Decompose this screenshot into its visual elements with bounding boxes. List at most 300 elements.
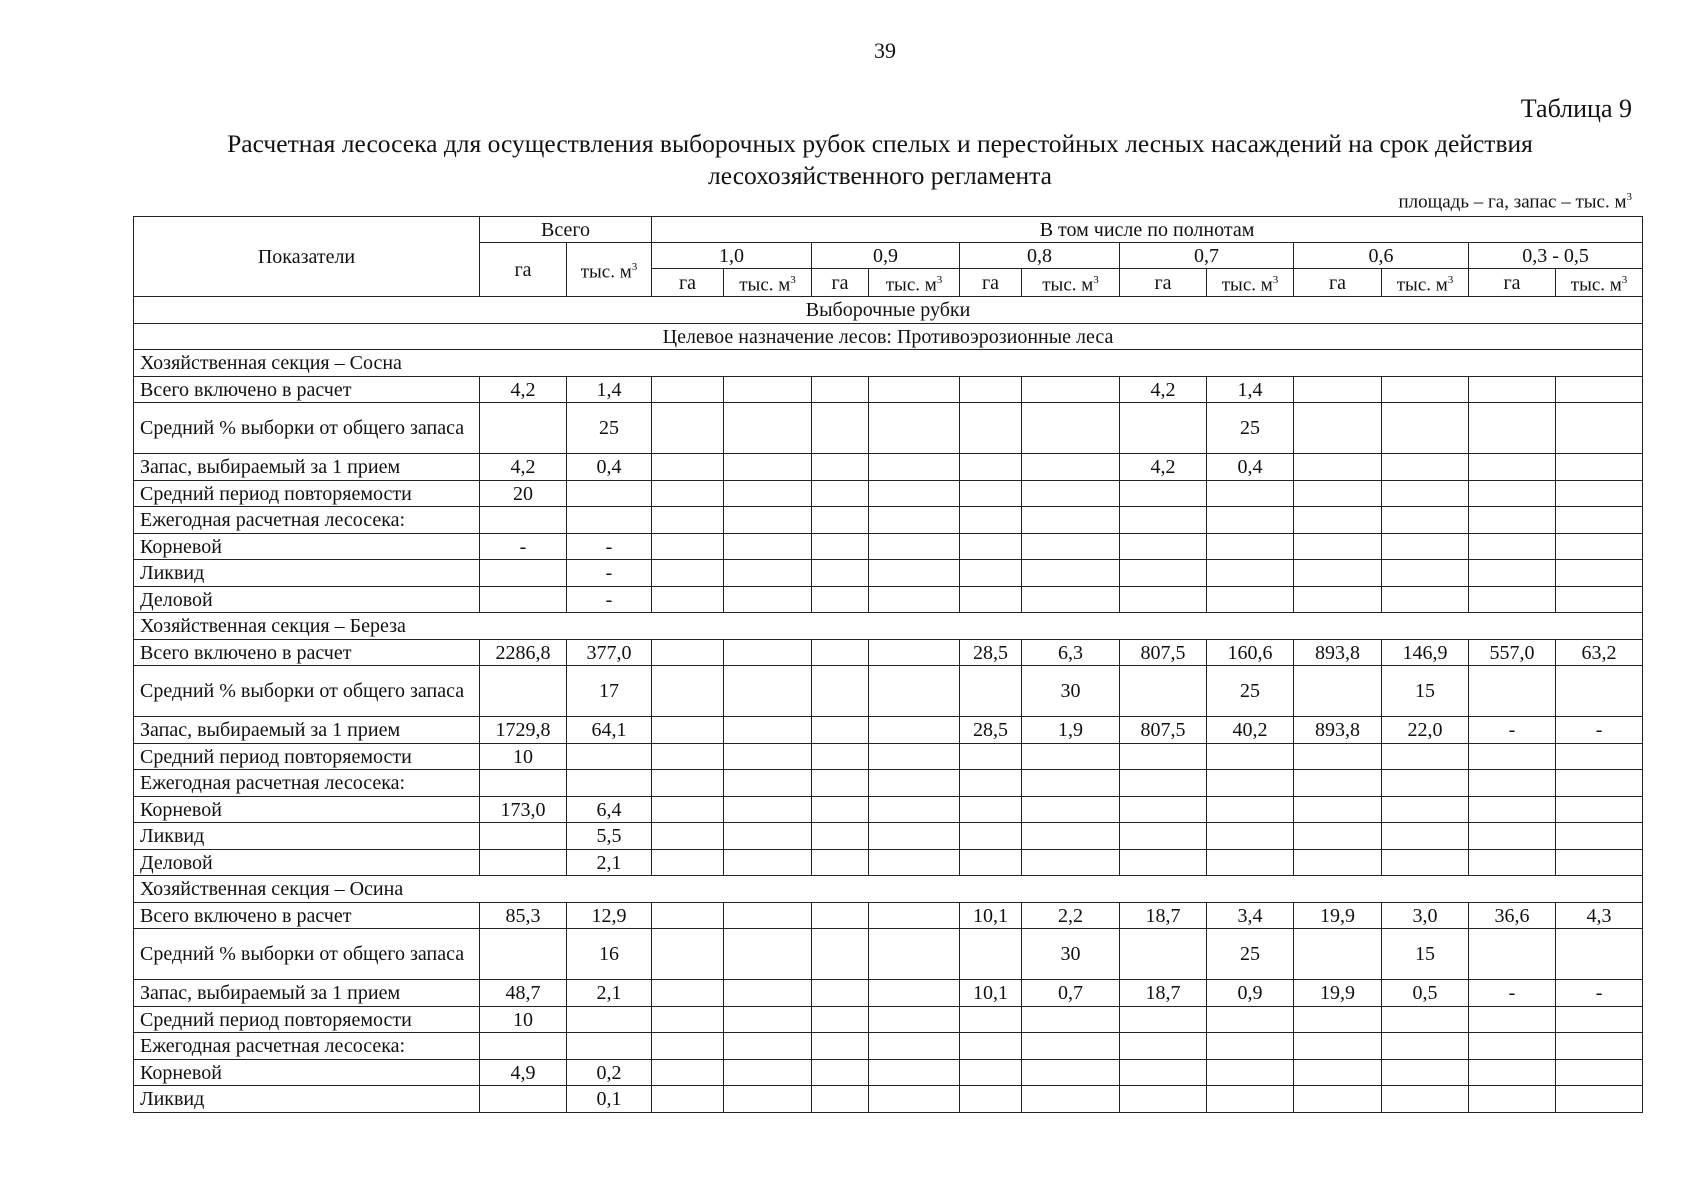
table-cell <box>869 586 960 613</box>
cutting-type-title: Выборочные рубки <box>134 297 1643 324</box>
table-cell <box>1556 560 1643 587</box>
table-cell: 893,8 <box>1294 717 1382 744</box>
table-cell: 893,8 <box>1294 639 1382 666</box>
stock-per-take-row <box>134 717 1643 744</box>
table-cell <box>1294 560 1382 587</box>
table-cell <box>1120 1033 1207 1060</box>
row-label: Средний % выборки от общего запаса <box>134 666 480 717</box>
avg-percent-row <box>134 666 1643 717</box>
table-cell <box>1469 796 1556 823</box>
table-cell: 2,1 <box>567 849 652 876</box>
table-cell <box>1022 1059 1120 1086</box>
table-cell <box>480 929 567 980</box>
table-cell <box>812 507 869 534</box>
table-cell <box>1469 849 1556 876</box>
table-cell: 85,3 <box>480 902 567 929</box>
table-cell <box>812 717 869 744</box>
table-cell: 160,6 <box>1207 639 1294 666</box>
table-cell <box>1294 1033 1382 1060</box>
table-cell <box>724 403 812 454</box>
table-cell <box>1469 1033 1556 1060</box>
table-cell <box>567 507 652 534</box>
header-unit-ha: га <box>812 269 869 297</box>
table-cell <box>1207 480 1294 507</box>
table-header <box>134 217 1643 297</box>
table-cell <box>812 533 869 560</box>
row-label: Ежегодная расчетная лесосека: <box>134 1033 480 1060</box>
table-cell <box>724 980 812 1007</box>
table-cell <box>1294 929 1382 980</box>
table-cell <box>1022 454 1120 481</box>
section-title: Хозяйственная секция – Береза <box>134 613 1643 640</box>
table-cell: 1,4 <box>567 376 652 403</box>
table-cell: 4,2 <box>1120 376 1207 403</box>
table-cell <box>652 849 724 876</box>
table-cell <box>812 929 869 980</box>
table-cell: 30 <box>1022 666 1120 717</box>
header-unit-m3: тыс. $м^3$ <box>1022 269 1120 297</box>
table-cell <box>724 586 812 613</box>
table-cell <box>1469 1006 1556 1033</box>
row-label: Запас, выбираемый за 1 прием <box>134 980 480 1007</box>
business-volume-row <box>134 849 1643 876</box>
header-unit-m3: тыс. $м^3$ <box>724 269 812 297</box>
document-title <box>130 128 1630 192</box>
title-line-2: лесохозяйственного регламента <box>708 161 1052 190</box>
table-cell: 4,3 <box>1556 902 1643 929</box>
table-cell <box>1556 929 1643 980</box>
table-cell <box>724 743 812 770</box>
table-cell <box>1120 929 1207 980</box>
table-cell <box>869 1086 960 1113</box>
table-cell <box>652 770 724 797</box>
table-cell <box>1022 560 1120 587</box>
table-cell <box>960 480 1022 507</box>
table-cell <box>1120 533 1207 560</box>
table-cell <box>960 770 1022 797</box>
table-cell: 30 <box>1022 929 1120 980</box>
table-cell: 12,9 <box>567 902 652 929</box>
table-cell <box>1022 823 1120 850</box>
root-volume-row <box>134 1059 1643 1086</box>
table-cell <box>1469 743 1556 770</box>
table-cell: 3,0 <box>1382 902 1469 929</box>
table-cell <box>1120 560 1207 587</box>
table-cell <box>1294 823 1382 850</box>
table-cell <box>1382 770 1469 797</box>
table-cell <box>652 639 724 666</box>
table-cell <box>1207 1033 1294 1060</box>
stock-per-take-row <box>134 454 1643 481</box>
total-included-row <box>134 902 1643 929</box>
table-cell <box>1022 586 1120 613</box>
table-cell: 1,9 <box>1022 717 1120 744</box>
table-cell <box>724 1059 812 1086</box>
table-cell: - <box>1556 717 1643 744</box>
header-density-6: 0,3 - 0,5 <box>1469 243 1643 269</box>
annual-allowable-cut-row <box>134 507 1643 534</box>
table-cell <box>812 902 869 929</box>
table-cell <box>1469 823 1556 850</box>
table-cell <box>869 823 960 850</box>
table-cell <box>812 823 869 850</box>
table-cell <box>812 639 869 666</box>
table-cell: 0,5 <box>1382 980 1469 1007</box>
table-cell: 25 <box>1207 403 1294 454</box>
row-label: Ликвид <box>134 823 480 850</box>
row-label: Ежегодная расчетная лесосека: <box>134 770 480 797</box>
row-label: Запас, выбираемый за 1 прием <box>134 717 480 744</box>
table-cell <box>652 717 724 744</box>
table-cell <box>1469 376 1556 403</box>
table-cell <box>1294 1006 1382 1033</box>
table-cell <box>1469 480 1556 507</box>
table-cell: 48,7 <box>480 980 567 1007</box>
table-cell: - <box>567 586 652 613</box>
table-cell <box>960 1086 1022 1113</box>
table-cell <box>724 929 812 980</box>
table-label: Таблица 9 <box>1520 94 1632 123</box>
table-cell <box>1469 1059 1556 1086</box>
table-cell: 3,4 <box>1207 902 1294 929</box>
table-cell: 10 <box>480 1006 567 1033</box>
table-cell <box>869 1033 960 1060</box>
table-cell <box>1556 1059 1643 1086</box>
table-cell <box>869 1006 960 1033</box>
table-cell <box>567 1033 652 1060</box>
units-note-text: площадь – га, запас – тыс. м <box>1398 191 1627 213</box>
table-cell <box>1207 1059 1294 1086</box>
table-cell <box>1120 823 1207 850</box>
table-cell <box>869 849 960 876</box>
table-cell <box>960 823 1022 850</box>
table-cell <box>480 560 567 587</box>
row-label: Ликвид <box>134 560 480 587</box>
table-cell <box>724 639 812 666</box>
table-cell <box>1469 560 1556 587</box>
header-density-3: 0,8 <box>960 243 1120 269</box>
table-cell <box>869 560 960 587</box>
table-cell <box>812 849 869 876</box>
table-cell <box>724 666 812 717</box>
table-cell: 63,2 <box>1556 639 1643 666</box>
table-cell: 2286,8 <box>480 639 567 666</box>
table-cell <box>1382 586 1469 613</box>
table-cell <box>1382 403 1469 454</box>
table-cell: 25 <box>1207 929 1294 980</box>
row-label: Средний % выборки от общего запаса <box>134 929 480 980</box>
table-cell: 18,7 <box>1120 980 1207 1007</box>
table-cell <box>1294 480 1382 507</box>
table-cell: 10 <box>480 743 567 770</box>
table-cell <box>1382 507 1469 534</box>
header-unit-ha: га <box>1469 269 1556 297</box>
header-unit-m3: тыс. $м^3$ <box>1382 269 1469 297</box>
table-cell <box>960 666 1022 717</box>
header-indicators: Показатели <box>134 217 480 297</box>
table-cell <box>1556 454 1643 481</box>
table-cell <box>1022 480 1120 507</box>
table-cell: 146,9 <box>1382 639 1469 666</box>
table-cell <box>960 1006 1022 1033</box>
row-label: Всего включено в расчет <box>134 902 480 929</box>
table-cell <box>652 1033 724 1060</box>
table-cell: 0,2 <box>567 1059 652 1086</box>
table-cell <box>724 902 812 929</box>
section-title: Хозяйственная секция – Осина <box>134 876 1643 903</box>
table-cell <box>1556 666 1643 717</box>
table-cell: - <box>1469 980 1556 1007</box>
table-cell <box>1022 849 1120 876</box>
table-cell <box>1022 796 1120 823</box>
table-cell: 28,5 <box>960 639 1022 666</box>
table-cell <box>812 403 869 454</box>
table-cell: 19,9 <box>1294 902 1382 929</box>
header-unit-m3: тыс. $м^3$ <box>1207 269 1294 297</box>
table-cell <box>724 796 812 823</box>
header-unit-m3: тыс. $м^3$ <box>869 269 960 297</box>
table-cell <box>960 796 1022 823</box>
table-cell: 36,6 <box>1469 902 1556 929</box>
table-cell <box>1207 507 1294 534</box>
table-cell <box>652 743 724 770</box>
table-cell <box>1022 1086 1120 1113</box>
table-cell <box>1120 1059 1207 1086</box>
table-cell <box>1294 376 1382 403</box>
header-density-1: 1,0 <box>652 243 812 269</box>
table-cell: 6,3 <box>1022 639 1120 666</box>
annual-allowable-cut-row <box>134 770 1643 797</box>
table-cell <box>1556 849 1643 876</box>
table-cell <box>812 480 869 507</box>
table-cell <box>652 376 724 403</box>
table-cell: 16 <box>567 929 652 980</box>
row-label: Средний период повторяемости <box>134 480 480 507</box>
table-cell: 1729,8 <box>480 717 567 744</box>
table-cell <box>1207 849 1294 876</box>
section-heading-row <box>134 876 1643 903</box>
row-label: Корневой <box>134 533 480 560</box>
table-cell: 5,5 <box>567 823 652 850</box>
table-cell <box>1382 480 1469 507</box>
table-cell <box>1382 1059 1469 1086</box>
table-cell: 15 <box>1382 929 1469 980</box>
header-total-ha: га <box>480 243 567 297</box>
forest-purpose-row <box>134 323 1643 350</box>
table-cell <box>960 507 1022 534</box>
avg-percent-row <box>134 403 1643 454</box>
table-cell <box>812 586 869 613</box>
table-cell <box>1120 796 1207 823</box>
table-cell <box>652 454 724 481</box>
avg-percent-row <box>134 929 1643 980</box>
table-cell <box>1556 743 1643 770</box>
row-label: Всего включено в расчет <box>134 376 480 403</box>
table-cell <box>480 770 567 797</box>
table-cell <box>652 980 724 1007</box>
table-cell <box>1207 533 1294 560</box>
table-cell <box>652 586 724 613</box>
table-cell <box>1382 849 1469 876</box>
table-cell <box>652 507 724 534</box>
table-cell: 4,2 <box>480 376 567 403</box>
table-cell <box>652 1059 724 1086</box>
table-cell <box>960 454 1022 481</box>
table-cell <box>812 376 869 403</box>
table-cell <box>1294 507 1382 534</box>
section-heading-row <box>134 350 1643 377</box>
table-cell <box>960 533 1022 560</box>
table-cell <box>1022 743 1120 770</box>
units-note <box>1398 191 1632 213</box>
table-cell <box>1207 586 1294 613</box>
table-cell <box>869 403 960 454</box>
table-cell: - <box>567 533 652 560</box>
header-density-2: 0,9 <box>812 243 960 269</box>
table-cell <box>1469 403 1556 454</box>
table-cell <box>1469 533 1556 560</box>
table-cell <box>1120 770 1207 797</box>
table-cell <box>869 796 960 823</box>
table-cell <box>480 1033 567 1060</box>
table-cell <box>724 717 812 744</box>
table-cell <box>1022 1033 1120 1060</box>
table-cell <box>652 1086 724 1113</box>
table-cell <box>812 980 869 1007</box>
table-cell <box>1207 823 1294 850</box>
table-cell <box>1294 533 1382 560</box>
row-label: Средний % выборки от общего запаса <box>134 403 480 454</box>
table-cell <box>1207 1086 1294 1113</box>
row-label: Средний период повторяемости <box>134 743 480 770</box>
table-cell <box>1120 743 1207 770</box>
table-cell: 19,9 <box>1294 980 1382 1007</box>
table-cell <box>869 1059 960 1086</box>
table-cell: - <box>1469 717 1556 744</box>
table-cell: 18,7 <box>1120 902 1207 929</box>
table-cell: 0,9 <box>1207 980 1294 1007</box>
table-cell <box>1022 770 1120 797</box>
total-included-row <box>134 639 1643 666</box>
table-cell <box>480 586 567 613</box>
table-cell <box>1120 849 1207 876</box>
table-cell: - <box>567 560 652 587</box>
table-cell: 807,5 <box>1120 717 1207 744</box>
table-cell <box>724 1086 812 1113</box>
table-cell <box>1382 823 1469 850</box>
forest-purpose-title: Целевое назначение лесов: Противоэрозионные леса <box>134 323 1643 350</box>
table-cell <box>1294 1059 1382 1086</box>
table-cell <box>1469 586 1556 613</box>
table-cell: 173,0 <box>480 796 567 823</box>
table-cell <box>480 1086 567 1113</box>
table-cell <box>812 1006 869 1033</box>
table-cell <box>724 1006 812 1033</box>
table-cell <box>1556 796 1643 823</box>
table-cell <box>1556 480 1643 507</box>
table-cell <box>812 560 869 587</box>
table-cell <box>1294 403 1382 454</box>
section-heading-row <box>134 613 1643 640</box>
row-label: Всего включено в расчет <box>134 639 480 666</box>
section-title: Хозяйственная секция – Сосна <box>134 350 1643 377</box>
root-volume-row <box>134 533 1643 560</box>
table-cell <box>1294 743 1382 770</box>
table-cell <box>1207 770 1294 797</box>
table-cell <box>1382 796 1469 823</box>
table-cell <box>869 743 960 770</box>
avg-period-row <box>134 743 1643 770</box>
table-cell <box>652 796 724 823</box>
table-cell <box>960 1059 1022 1086</box>
table-cell: 25 <box>1207 666 1294 717</box>
table-cell: 10,1 <box>960 902 1022 929</box>
root-volume-row <box>134 796 1643 823</box>
table-cell <box>1022 403 1120 454</box>
row-label: Ликвид <box>134 1086 480 1113</box>
table-cell <box>1469 929 1556 980</box>
table-cell <box>480 507 567 534</box>
cutting-type-row <box>134 297 1643 324</box>
table-cell <box>652 1006 724 1033</box>
table-cell: 15 <box>1382 666 1469 717</box>
table-cell <box>1120 480 1207 507</box>
header-by-density: В том числе по полнотам <box>652 217 1643 243</box>
table-cell <box>652 403 724 454</box>
table-cell <box>1382 1006 1469 1033</box>
table-cell: 2,2 <box>1022 902 1120 929</box>
table-cell <box>869 454 960 481</box>
table-cell: 0,1 <box>567 1086 652 1113</box>
table-cell <box>724 376 812 403</box>
table-cell: 807,5 <box>1120 639 1207 666</box>
table-cell <box>869 507 960 534</box>
table-cell <box>1556 586 1643 613</box>
table-cell <box>1556 823 1643 850</box>
table-cell <box>1556 1006 1643 1033</box>
table-cell <box>812 454 869 481</box>
table-cell <box>869 717 960 744</box>
header-unit-m3: тыс. $м^3$ <box>1556 269 1643 297</box>
table-cell <box>567 770 652 797</box>
table-cell <box>480 823 567 850</box>
table-cell <box>960 849 1022 876</box>
table-cell <box>869 376 960 403</box>
table-cell <box>1207 796 1294 823</box>
table-cell: - <box>1556 980 1643 1007</box>
table-cell <box>724 480 812 507</box>
table-cell <box>1022 507 1120 534</box>
business-volume-row <box>134 586 1643 613</box>
table-cell: 0,4 <box>567 454 652 481</box>
table-cell: 0,7 <box>1022 980 1120 1007</box>
table-cell <box>1294 796 1382 823</box>
row-label: Деловой <box>134 586 480 613</box>
table-cell <box>724 454 812 481</box>
table-cell <box>1382 454 1469 481</box>
table-cell <box>1556 1086 1643 1113</box>
table-cell: 22,0 <box>1382 717 1469 744</box>
header-unit-ha: га <box>1120 269 1207 297</box>
table-cell: 557,0 <box>1469 639 1556 666</box>
table-cell <box>1382 1086 1469 1113</box>
liquid-volume-row <box>134 560 1643 587</box>
table-cell <box>1556 770 1643 797</box>
table-cell <box>1382 743 1469 770</box>
table-cell <box>812 743 869 770</box>
page-number: 39 <box>874 38 896 63</box>
table-cell <box>1469 666 1556 717</box>
